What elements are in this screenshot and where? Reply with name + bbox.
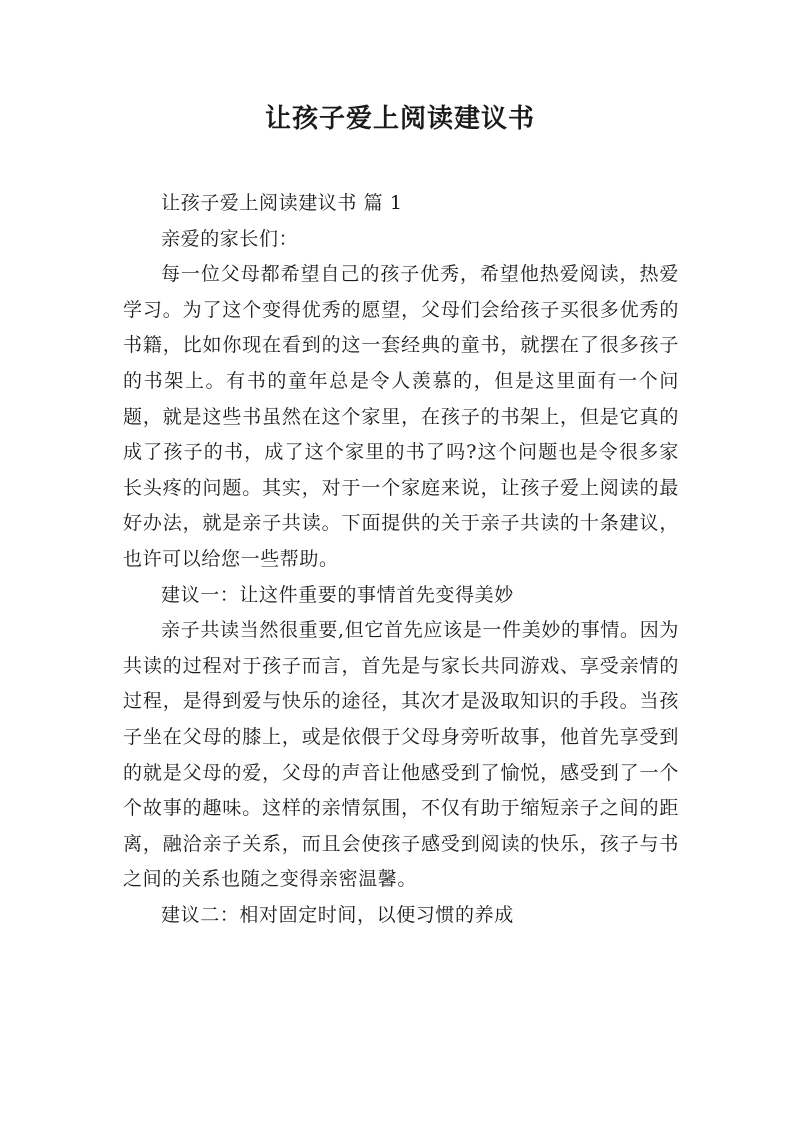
suggestion-two-heading: 建议二：相对固定时间，以便习惯的养成: [161, 903, 514, 926]
section-subtitle: 让孩子爱上阅读建议书 篇 1: [161, 192, 403, 214]
paragraph-intro: 每一位父母都希望自己的孩子优秀，希望他热爱阅读，热爱学习。为了这个变得优秀的愿望，父母们会给孩子买很多优秀的书籍，比如你现在看到的这一套经典的童书，就摆在了很多孩子的书架上。有书的童年总是令人羡慕的，但是这里面有一个问题，就是这些书虽然在这个家里，在孩子的书架上，但是它真的成了孩子的书，成了这个家里的书了吗?这个问题也是令很多家长头疼的问题。其实，对于一个家庭来说，让孩子爱上阅读的最好办法，就是亲子共读。下面提供的关于亲子共读的十条建议，也许可以给您一些帮助。: [123, 263, 679, 570]
document-title: 让孩子爱上阅读建议书: [264, 104, 535, 134]
document-body: [123, 186, 679, 933]
paragraph-suggestion-one: 亲子共读当然很重要,但它首先应该是一件美妙的事情。因为共读的过程对于孩子而言，首先是与家长共同游戏、享受亲情的过程，是得到爱与快乐的途径，其次才是汲取知识的手段。当孩子坐在父母的膝上，或是依偎于父母身旁听故事，他首先享受到的就是父母的爱，父母的声音让他感受到了愉悦，感受到了一个个故事的趣味。这样的亲情氛围，不仅有助于缩短亲子之间的距离，融洽亲子关系，而且会使孩子感受到阅读的快乐，孩子与书之间的关系也随之变得亲密温馨。: [123, 619, 679, 891]
greeting: 亲爱的家长们：: [161, 227, 299, 250]
suggestion-one-heading: 建议一：让这件重要的事情首先变得美妙: [161, 583, 514, 606]
